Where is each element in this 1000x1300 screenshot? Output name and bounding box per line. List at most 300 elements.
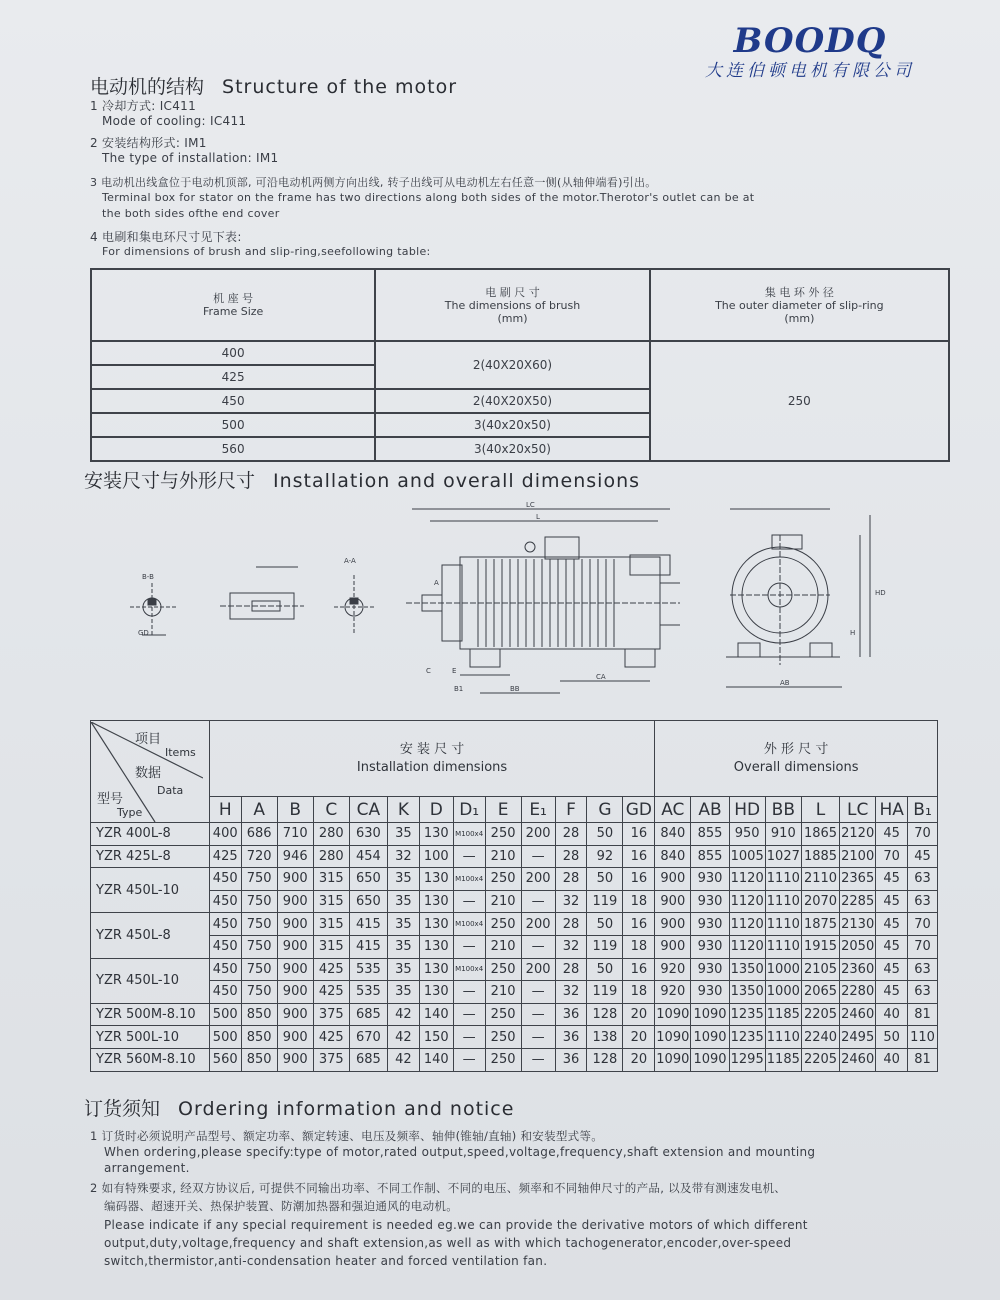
cell-d1: —	[453, 1048, 485, 1071]
cell-e: 210	[485, 935, 521, 958]
cell-k: 35	[388, 981, 420, 1004]
cell-a: 850	[241, 1048, 277, 1071]
col-brush-dimensions	[375, 269, 649, 341]
cell-lc: 2285	[840, 890, 876, 913]
table-row	[91, 935, 938, 958]
cell-hd: 1235	[729, 1003, 765, 1026]
cell-d1: —	[453, 1026, 485, 1049]
cell-e1: —	[521, 1048, 555, 1071]
cell-g: 119	[587, 935, 623, 958]
cell-g: 128	[587, 1003, 623, 1026]
cell-ac: 900	[655, 935, 691, 958]
cell-bb: 1110	[765, 890, 801, 913]
label-b-b: B-B	[142, 573, 154, 581]
frame-cell: 400	[91, 341, 375, 365]
cell-f: 28	[555, 958, 587, 981]
cell-g: 119	[587, 981, 623, 1004]
install-dims-header	[209, 721, 654, 797]
cell-k: 32	[388, 845, 420, 868]
frame-cell: 450	[91, 389, 375, 413]
cell-c: 425	[313, 1026, 349, 1049]
motor-type-cell: YZR 450L-10	[91, 868, 210, 913]
cell-ab: 1090	[691, 1026, 729, 1049]
cell-b: 900	[277, 913, 313, 936]
ordering-line-4: 2 如有特殊要求, 经双方协议后, 可提供不同输出功率、不同工作制、不同的电压、频率和不同轴伸尺寸的产品, 以及带有测速发电机、	[90, 1181, 787, 1195]
cell-ca: 670	[349, 1026, 387, 1049]
cell-k: 35	[388, 823, 420, 846]
logo-company-name: 大连伯顿电机有限公司	[705, 61, 915, 81]
cell-e1: —	[521, 981, 555, 1004]
cell-lc: 2365	[840, 868, 876, 891]
motor-type-cell: YZR 560M-8.10	[91, 1048, 210, 1071]
cell-b1: 63	[908, 958, 938, 981]
cell-ac: 1090	[655, 1003, 691, 1026]
col-header-f: F	[555, 797, 587, 823]
cell-hd: 1120	[729, 890, 765, 913]
cell-ha: 45	[876, 958, 908, 981]
ordering-title-cn: 订货须知	[84, 1098, 161, 1120]
cell-d: 130	[419, 868, 453, 891]
cell-ab: 930	[691, 913, 729, 936]
cell-d1: —	[453, 1003, 485, 1026]
cell-a: 750	[241, 935, 277, 958]
cell-d: 130	[419, 823, 453, 846]
cell-ab: 930	[691, 981, 729, 1004]
cell-hd: 950	[729, 823, 765, 846]
cell-ca: 415	[349, 935, 387, 958]
col-header-g: G	[587, 797, 623, 823]
shaft-extension	[220, 567, 304, 619]
cell-e1: 200	[521, 913, 555, 936]
cell-ac: 900	[655, 890, 691, 913]
cell-a: 750	[241, 868, 277, 891]
cell-b: 900	[277, 935, 313, 958]
install-title-cn: 安装尺寸与外形尺寸	[84, 470, 256, 492]
cell-b: 900	[277, 868, 313, 891]
cell-bb: 1185	[765, 1048, 801, 1071]
col-header-l: L	[801, 797, 839, 823]
cell-gd: 16	[623, 913, 655, 936]
cell-b: 900	[277, 1003, 313, 1026]
cell-hd: 1120	[729, 868, 765, 891]
col-header-d: D	[419, 797, 453, 823]
cell-b: 900	[277, 890, 313, 913]
cell-lc: 2050	[840, 935, 876, 958]
cell-l: 2240	[801, 1026, 839, 1049]
motor-end-view	[726, 509, 870, 687]
cell-ac: 920	[655, 958, 691, 981]
col-header-k: K	[388, 797, 420, 823]
cell-ca: 535	[349, 958, 387, 981]
cell-d1: M100x4	[453, 868, 485, 891]
cell-hd: 1120	[729, 935, 765, 958]
cell-ha: 40	[876, 1048, 908, 1071]
structure-title-en: Structure of the motor	[222, 76, 458, 98]
cell-e1: —	[521, 845, 555, 868]
cell-g: 92	[587, 845, 623, 868]
slip-ring-en: The outer diameter of slip-ring	[715, 298, 884, 312]
cell-c: 375	[313, 1048, 349, 1071]
corner-type-cn: 型号	[97, 791, 124, 807]
cell-d1: M100x4	[453, 958, 485, 981]
brush-cell: 2(40X20X50)	[375, 389, 649, 413]
cell-d: 140	[419, 1048, 453, 1071]
cell-b1: 81	[908, 1048, 938, 1071]
ordering-line-6: Please indicate if any special requirement is needed eg.we can provide the derivative motors of which different	[104, 1218, 808, 1232]
structure-item-3-cn: 3 电动机出线盒位于电动机顶部, 可沿电动机两侧方向出线, 转子出线可从电动机左右任意一侧(从轴伸端看)引出。	[90, 176, 657, 189]
motor-dimension-drawing	[90, 495, 930, 717]
structure-item-2-cn: 2 安装结构形式: IM1	[90, 136, 207, 150]
col-header-e: E	[485, 797, 521, 823]
cell-k: 35	[388, 958, 420, 981]
cell-g: 138	[587, 1026, 623, 1049]
cell-bb: 910	[765, 823, 801, 846]
cell-d: 130	[419, 935, 453, 958]
brush-dim-cn: 电 刷 尺 寸	[485, 285, 540, 299]
cell-gd: 18	[623, 981, 655, 1004]
table-row	[91, 1048, 938, 1071]
ordering-line-7: output,duty,voltage,frequency and shaft extension,as well as with which tachogenerator,encoder,over-speed	[104, 1236, 792, 1250]
structure-heading	[90, 72, 457, 99]
cell-c: 315	[313, 890, 349, 913]
cell-lc: 2360	[840, 958, 876, 981]
cell-f: 28	[555, 823, 587, 846]
cell-bb: 1110	[765, 1026, 801, 1049]
cell-lc: 2460	[840, 1003, 876, 1026]
company-logo	[690, 22, 930, 82]
cell-e: 250	[485, 958, 521, 981]
cell-h: 450	[209, 935, 241, 958]
col-header-e1: E₁	[521, 797, 555, 823]
cell-e: 250	[485, 1003, 521, 1026]
cell-ca: 454	[349, 845, 387, 868]
col-header-h: H	[209, 797, 241, 823]
motor-type-cell: YZR 500L-10	[91, 1026, 210, 1049]
cell-d1: M100x4	[453, 823, 485, 846]
col-header-c: C	[313, 797, 349, 823]
cell-ca: 685	[349, 1003, 387, 1026]
col-header-ha: HA	[876, 797, 908, 823]
cell-b: 900	[277, 981, 313, 1004]
cell-e1: —	[521, 1003, 555, 1026]
cell-b1: 63	[908, 981, 938, 1004]
structure-item-3-en-cont: the both sides ofthe end cover	[102, 207, 280, 220]
corner-data-en: Data	[157, 783, 184, 797]
cell-g: 50	[587, 823, 623, 846]
cell-d1: —	[453, 845, 485, 868]
cell-ac: 1090	[655, 1048, 691, 1071]
cell-k: 35	[388, 913, 420, 936]
table-row	[91, 913, 938, 936]
cell-e1: —	[521, 1026, 555, 1049]
cell-g: 50	[587, 958, 623, 981]
cell-lc: 2100	[840, 845, 876, 868]
cell-ca: 535	[349, 981, 387, 1004]
cell-ha: 45	[876, 981, 908, 1004]
cell-d1: M100x4	[453, 913, 485, 936]
structure-title-cn: 电动机的结构	[90, 76, 205, 98]
cell-l: 2205	[801, 1048, 839, 1071]
cell-g: 119	[587, 890, 623, 913]
cell-ca: 415	[349, 913, 387, 936]
cell-ac: 840	[655, 823, 691, 846]
cell-f: 32	[555, 935, 587, 958]
install-dims-cn: 安 装 尺 寸	[399, 741, 465, 757]
install-dims-en: Installation dimensions	[356, 759, 508, 775]
cell-d: 130	[419, 890, 453, 913]
cell-b1: 81	[908, 1003, 938, 1026]
cell-b: 900	[277, 958, 313, 981]
cell-ha: 45	[876, 823, 908, 846]
motor-type-cell: YZR 450L-8	[91, 913, 210, 958]
cell-a: 720	[241, 845, 277, 868]
cell-f: 36	[555, 1003, 587, 1026]
cell-gd: 18	[623, 935, 655, 958]
cell-ha: 45	[876, 935, 908, 958]
col-header-lc: LC	[840, 797, 876, 823]
cell-h: 500	[209, 1026, 241, 1049]
corner-header	[91, 721, 210, 823]
dimensions-table	[90, 720, 938, 1072]
col-header-gd: GD	[623, 797, 655, 823]
ordering-line-1: 1 订货时必须说明产品型号、额定功率、额定转速、电压及频率、轴伸(锥轴/直轴) 和安装型式等。	[90, 1129, 604, 1143]
table-row	[91, 1003, 938, 1026]
cell-h: 450	[209, 958, 241, 981]
cell-c: 315	[313, 913, 349, 936]
cell-d1: —	[453, 935, 485, 958]
cell-a: 686	[241, 823, 277, 846]
cell-l: 2110	[801, 868, 839, 891]
label-a-a: A-A	[344, 557, 356, 565]
cell-k: 42	[388, 1048, 420, 1071]
cell-e: 210	[485, 981, 521, 1004]
cell-ab: 930	[691, 935, 729, 958]
label-l: L	[536, 513, 540, 521]
label-bb: BB	[510, 685, 520, 693]
label-b1: B1	[454, 685, 464, 693]
cell-ab: 1090	[691, 1003, 729, 1026]
table-row	[91, 1026, 938, 1049]
col-header-ca: CA	[349, 797, 387, 823]
cell-f: 36	[555, 1026, 587, 1049]
cell-f: 28	[555, 913, 587, 936]
label-e: E	[452, 667, 457, 675]
cell-g: 50	[587, 913, 623, 936]
cell-hd: 1295	[729, 1048, 765, 1071]
corner-items-en: Items	[165, 745, 196, 759]
frame-size-en: Frame Size	[202, 305, 264, 318]
cell-f: 36	[555, 1048, 587, 1071]
cell-d: 130	[419, 913, 453, 936]
col-frame-size	[91, 269, 375, 341]
cell-ha: 45	[876, 890, 908, 913]
cell-a: 750	[241, 913, 277, 936]
cell-ac: 920	[655, 981, 691, 1004]
motor-type-cell: YZR 400L-8	[91, 823, 210, 846]
cell-d: 130	[419, 981, 453, 1004]
cell-l: 2065	[801, 981, 839, 1004]
cell-b1: 70	[908, 913, 938, 936]
ordering-line-2: When ordering,please specify:type of motor,rated output,speed,voltage,frequency,shaft extension and mounting	[104, 1145, 816, 1159]
cell-f: 32	[555, 890, 587, 913]
ordering-line-3: arrangement.	[104, 1161, 190, 1175]
corner-items-cn: 项目	[135, 731, 162, 747]
cell-b1: 63	[908, 890, 938, 913]
cell-hd: 1350	[729, 958, 765, 981]
structure-item-4-cn: 4 电刷和集电环尺寸见下表:	[90, 230, 242, 244]
cell-a: 750	[241, 981, 277, 1004]
cell-c: 315	[313, 868, 349, 891]
frame-cell: 500	[91, 413, 375, 437]
motor-side-view	[406, 509, 680, 693]
section-a-a	[334, 575, 376, 635]
cell-h: 450	[209, 913, 241, 936]
cell-gd: 20	[623, 1003, 655, 1026]
cell-bb: 1027	[765, 845, 801, 868]
cell-a: 850	[241, 1003, 277, 1026]
table-row	[91, 868, 938, 891]
cell-k: 42	[388, 1026, 420, 1049]
cell-ac: 900	[655, 913, 691, 936]
structure-item-1-cn: 1 冷却方式: IC411	[90, 99, 197, 113]
label-ca: CA	[596, 673, 606, 681]
cell-a: 750	[241, 890, 277, 913]
cell-k: 35	[388, 868, 420, 891]
motor-type-cell: YZR 500M-8.10	[91, 1003, 210, 1026]
cell-gd: 16	[623, 868, 655, 891]
cell-b1: 63	[908, 868, 938, 891]
cell-ac: 840	[655, 845, 691, 868]
cell-ha: 50	[876, 1026, 908, 1049]
cell-b1: 70	[908, 935, 938, 958]
cell-l: 1865	[801, 823, 839, 846]
corner-type-en: Type	[117, 805, 143, 819]
structure-item-4-en: For dimensions of brush and slip-ring,seefollowing table:	[102, 245, 431, 258]
cell-hd: 1235	[729, 1026, 765, 1049]
table-row	[91, 823, 938, 846]
overall-dims-header	[655, 721, 938, 797]
structure-item-1-en: Mode of cooling: IC411	[102, 114, 247, 128]
cell-b: 900	[277, 1048, 313, 1071]
label-a: A	[434, 579, 439, 587]
col-header-bb: BB	[765, 797, 801, 823]
cell-h: 425	[209, 845, 241, 868]
structure-item-2-en: The type of installation: IM1	[102, 151, 279, 165]
brush-cell: 3(40x20x50)	[375, 437, 649, 461]
cell-gd: 16	[623, 958, 655, 981]
label-lc: LC	[526, 501, 535, 509]
cell-gd: 18	[623, 890, 655, 913]
cell-h: 400	[209, 823, 241, 846]
brush-dim-unit: (mm)	[497, 311, 528, 325]
motor-type-cell: YZR 425L-8	[91, 845, 210, 868]
cell-ac: 900	[655, 868, 691, 891]
table-row	[91, 981, 938, 1004]
cell-c: 375	[313, 1003, 349, 1026]
cell-h: 450	[209, 981, 241, 1004]
cell-lc: 2495	[840, 1026, 876, 1049]
cell-ha: 40	[876, 1003, 908, 1026]
cell-f: 32	[555, 981, 587, 1004]
cell-ab: 855	[691, 823, 729, 846]
cell-c: 280	[313, 845, 349, 868]
cell-a: 750	[241, 958, 277, 981]
cell-e1: 200	[521, 868, 555, 891]
corner-data-cn: 数据	[135, 765, 162, 781]
cell-g: 50	[587, 868, 623, 891]
cell-hd: 1120	[729, 913, 765, 936]
cell-b: 710	[277, 823, 313, 846]
cell-g: 128	[587, 1048, 623, 1071]
cell-bb: 1000	[765, 958, 801, 981]
cell-d: 140	[419, 1003, 453, 1026]
col-header-b1: B₁	[908, 797, 938, 823]
ordering-heading	[84, 1094, 514, 1121]
cell-d: 100	[419, 845, 453, 868]
label-c: C	[426, 667, 431, 675]
install-title-en: Installation and overall dimensions	[273, 470, 641, 492]
cell-gd: 20	[623, 1048, 655, 1071]
cell-c: 425	[313, 958, 349, 981]
cell-f: 28	[555, 868, 587, 891]
cell-e: 210	[485, 845, 521, 868]
brush-slip-ring-table	[90, 268, 950, 462]
ordering-line-8: switch,thermistor,anti-condensation heater and forced ventilation fan.	[104, 1254, 548, 1268]
cell-f: 28	[555, 845, 587, 868]
label-hd: HD	[875, 589, 886, 597]
cell-hd: 1005	[729, 845, 765, 868]
table-row	[91, 890, 938, 913]
cell-ab: 930	[691, 868, 729, 891]
cell-c: 425	[313, 981, 349, 1004]
cell-ca: 685	[349, 1048, 387, 1071]
table-row	[91, 958, 938, 981]
label-h: H	[850, 629, 856, 637]
cell-e: 250	[485, 1048, 521, 1071]
cell-ca: 630	[349, 823, 387, 846]
col-header-ac: AC	[655, 797, 691, 823]
cell-lc: 2460	[840, 1048, 876, 1071]
install-heading	[84, 466, 640, 493]
cell-d1: —	[453, 890, 485, 913]
cell-e: 250	[485, 1026, 521, 1049]
section-b-b	[130, 583, 178, 635]
cell-e1: —	[521, 890, 555, 913]
cell-lc: 2120	[840, 823, 876, 846]
cell-ac: 1090	[655, 1026, 691, 1049]
slip-ring-cell: 250	[650, 341, 949, 461]
cell-h: 500	[209, 1003, 241, 1026]
cell-gd: 20	[623, 1026, 655, 1049]
cell-d: 130	[419, 958, 453, 981]
frame-cell: 425	[91, 365, 375, 389]
col-header-d1: D₁	[453, 797, 485, 823]
cell-e1: 200	[521, 958, 555, 981]
logo-brand: BOODQ	[733, 21, 887, 61]
dimensions-body	[91, 823, 938, 1072]
cell-h: 450	[209, 868, 241, 891]
ordering-title-en: Ordering information and notice	[178, 1098, 515, 1120]
brush-cell: 2(40X20X60)	[375, 341, 649, 389]
label-ab: AB	[780, 679, 790, 687]
cell-e: 250	[485, 868, 521, 891]
cell-bb: 1185	[765, 1003, 801, 1026]
cell-d: 150	[419, 1026, 453, 1049]
cell-k: 35	[388, 935, 420, 958]
cell-l: 1915	[801, 935, 839, 958]
slip-ring-unit: (mm)	[784, 311, 815, 325]
cell-d1: —	[453, 981, 485, 1004]
